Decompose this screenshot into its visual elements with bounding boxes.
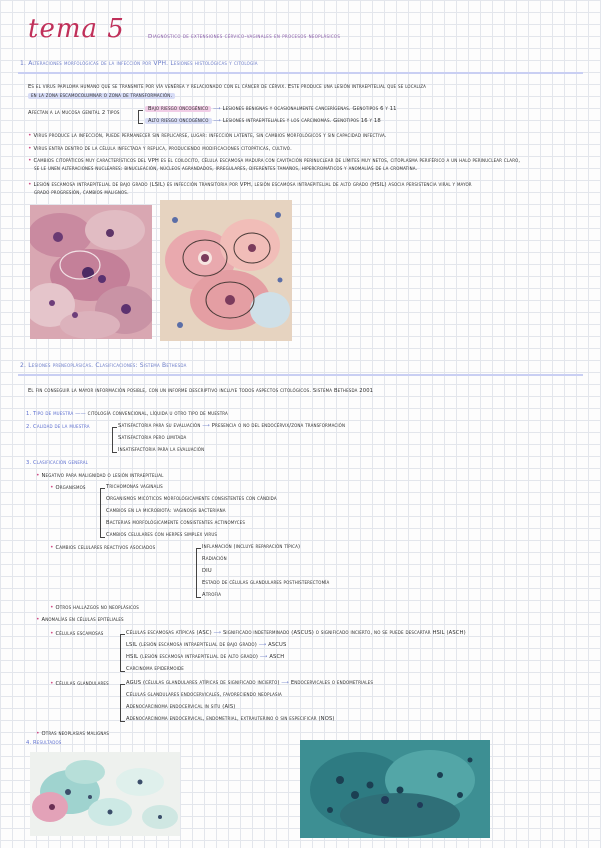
lsil-row: LSIL (lesión escamosa intraepitelial de bajo grado) ⟶ ASCUS xyxy=(126,642,287,648)
quality-item: Satisfactoria pero limitada xyxy=(118,435,187,441)
organism-item: Organismos micóticos morfológicamente consistentes con cándida xyxy=(106,496,277,502)
high-risk-row: Alto riesgo oncogénico ⟶ Lesiones intraepiteliales y los carcinomas. Genotipos 16 y 18 xyxy=(145,118,381,125)
low-risk-row: Bajo riesgo oncogénico ⟶ Lesiones benignas y ocasionalmente cancerígenas. Genotipos 6 y 11 xyxy=(145,106,397,113)
micrograph-result-2 xyxy=(300,740,490,838)
quality-item: Satisfactoria para su evaluación ⟶ Presencia o no del endocérvix/zona transformación xyxy=(118,423,346,429)
reactive-item: Atrofia xyxy=(202,592,222,598)
reactive-item: DIU xyxy=(202,568,212,574)
s1-latent: • Virus produce la infección, puede permanecer sin replicarse, lugar: infección latente, sin cambios morfológicos y sin capacidad infectiva. xyxy=(28,132,387,139)
sample-quality-label: 2. Calidad de la muestra xyxy=(26,424,90,430)
general-classification-label: 3. Clasificación general xyxy=(26,460,89,466)
other-malignancies: • Otras neoplasias malignas xyxy=(36,730,110,737)
organism-item: Cambios celulares con herpes simplex virus xyxy=(106,532,218,538)
squamous-label: • Células escamosas xyxy=(50,630,104,637)
micrograph-koilocytes-2 xyxy=(160,200,292,341)
reactive-item: Estado de células glandulares posthisterectomía xyxy=(202,580,330,586)
organisms-label: • Organismos xyxy=(50,484,86,491)
results-label: 4. Resultados xyxy=(26,740,62,746)
agus-row: AGUS (células glandulares atípicas de significado incierto) ⟶ Endocervicales o endometriales xyxy=(126,680,374,686)
reactive-label: • Cambios celulares reactivos asociados xyxy=(50,544,156,551)
section-divider xyxy=(18,72,583,74)
page-title: tema 5 xyxy=(28,14,125,44)
squamous-bracket xyxy=(120,634,125,672)
scc-row: Carcinoma epidermoide xyxy=(126,666,184,672)
other-non-neoplastic: • Otros hallazgos no neoplásicos xyxy=(50,604,139,611)
organism-item: Bacterias morfológicamente consistentes actinomyces xyxy=(106,520,246,526)
organisms-bracket xyxy=(100,488,105,538)
sample-type-row: 1. Tipo de muestra —— citología convencional, líquida u otro tipo de muestra xyxy=(26,411,228,417)
s1-paragraph-cont: en la zona escamocolumnar o zona de transformación. xyxy=(28,93,175,100)
s1-bullet-cont: se le unen alteraciones nucleares: binucleación, núcleos agrandados, irregulares, diferentes tamaños, hipercromáticos y anomalías de la cromatina. xyxy=(34,166,418,172)
asc-row: Células escamosas atípicas (ASC) ⟶ Significado indeterminado (ASCUS) o significado incierto, no se puede descartar HSIL (ASCH) xyxy=(126,630,466,636)
hsil-row: HSIL (lesión escamosa intraepitelial de alto grado) ⟶ ASCH xyxy=(126,654,285,660)
reactive-item: Radiación xyxy=(202,556,227,562)
negative-label: • Negativo para malignidad o lesión intraepitelial xyxy=(36,472,164,479)
types-lead: Afectan a la mucosa genital 2 tipos xyxy=(28,110,120,116)
s1-bullet: • Virus entra dentro de la célula infectada y replica, produciendo modificaciones citopáticas, cultivo. xyxy=(28,145,292,152)
reactive-bracket xyxy=(196,548,201,598)
s1-bullet: • Lesión escamosa intraepitelial de bajo grado (LSIL) es infección transitoria por VPH, lesión escamosa intraepitelial de alto grado (HSIL) asocia persistencia viral y mayor xyxy=(28,181,472,188)
reactive-item: Inflamación (incluye reparación típica) xyxy=(202,544,301,550)
s1-paragraph: Es el virus papiloma humano que se transmite por vía venérea y relacionado con el cáncer de cérvix. Este produce una lesión intraepitelial que se localiza xyxy=(28,84,427,90)
bethesda-intro: El fin conseguir la mayor información posible, con un informe descriptivo incluye todos aspectos citológicos. Sistema Bethesda 2001 xyxy=(28,388,374,394)
page-subtitle: Diagnóstico de extensiones cérvico-vaginales en procesos neoplásicos xyxy=(148,34,341,40)
quality-bracket xyxy=(112,427,117,453)
organism-item: Cambios en la microbiota: vaginosis bacteriana xyxy=(106,508,226,514)
section-divider xyxy=(18,374,583,376)
micrograph-result-1 xyxy=(30,752,180,836)
organism-item: Trichomonas vaginalis xyxy=(106,484,163,490)
section-1-heading: 1. Alteraciones morfológicas de la infección por VPH. Lesiones histológicas y citología xyxy=(20,60,258,67)
glandular-item: Células glandulares endocervicales, favoreciendo neoplasia xyxy=(126,692,282,698)
s1-bullet: • Cambios citopáticos muy característicos del VPH es el coilocito, célula escamosa madura con cavitación perinuclear de límites muy netos, citoplasma periférico a un halo perinuclear claro, xyxy=(28,157,521,164)
epithelial-abnormalities: • Anomalías en células epiteliales xyxy=(36,616,124,623)
glandular-bracket xyxy=(120,684,125,722)
glandular-item: Adenocarcinoma endocervical in situ (AIS) xyxy=(126,704,236,710)
section-2-heading: 2. Lesiones preneoplásicas. Clasificaciones: Sistema Bethesda xyxy=(20,362,187,369)
glandular-item: Adenocarcinoma endocervical, endometrial, extrauterino o sin especificar (NOS) xyxy=(126,716,335,722)
types-bracket xyxy=(138,110,143,124)
micrograph-koilocytes-1 xyxy=(30,205,152,339)
s1-bullet-cont: grado progresión, cambios malignos. xyxy=(34,190,129,196)
quality-item: Insatisfactoria para la evaluación xyxy=(118,447,205,453)
glandular-label: • Células glandulares xyxy=(50,680,109,687)
